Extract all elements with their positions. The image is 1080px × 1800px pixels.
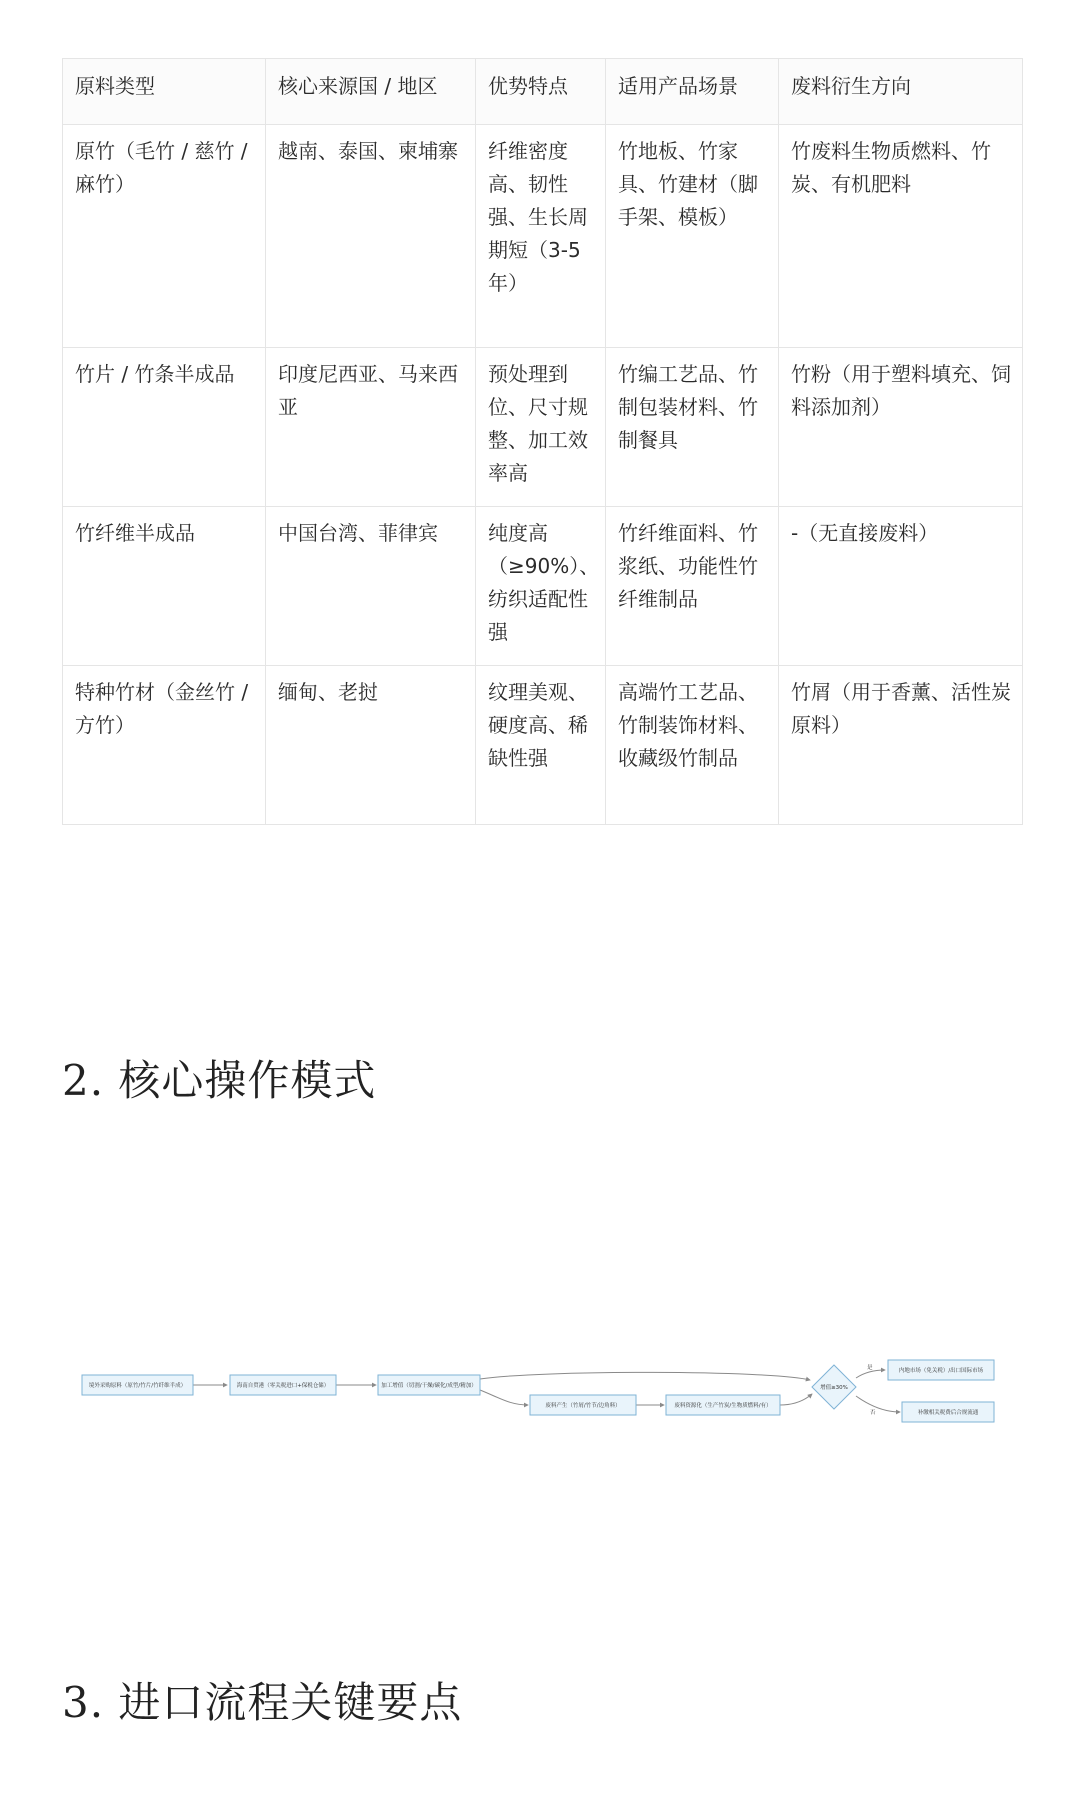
table-cell: 印度尼西亚、马来西亚 <box>266 348 476 507</box>
table-cell: 特种竹材（金丝竹 / 方竹） <box>63 666 266 825</box>
table-cell: 竹纤维面料、竹浆纸、功能性竹纤维制品 <box>606 507 779 666</box>
flow-node-waste-recycling <box>666 1395 780 1415</box>
svg-text:海南自贸港（零关税进口+保税仓储）: 海南自贸港（零关税进口+保税仓储） <box>236 1383 330 1389</box>
table-cell: 原竹（毛竹 / 慈竹 / 麻竹） <box>63 125 266 348</box>
section-heading-core-mode: 2. 核心操作模式 <box>62 1056 377 1105</box>
svg-text:内地市场（免关税）/出口国际市场: 内地市场（免关税）/出口国际市场 <box>898 1368 984 1374</box>
table-cell: 竹粉（用于塑料填充、饲料添加剂） <box>779 348 1023 507</box>
table-cell: 竹纤维半成品 <box>63 507 266 666</box>
table-cell: -（无直接废料） <box>779 507 1023 666</box>
table-cell: 竹编工艺品、竹制包装材料、竹制餐具 <box>606 348 779 507</box>
svg-text:加工增值（切割/干燥/碳化/成型/精加）: 加工增值（切割/干燥/碳化/成型/精加） <box>381 1383 477 1389</box>
flow-node-source <box>82 1375 193 1395</box>
header-material-type: 原料类型 <box>63 59 266 125</box>
svg-text:废料产生（竹屑/竹节/边角料）: 废料产生（竹屑/竹节/边角料） <box>545 1403 621 1409</box>
table-cell: 纤维密度高、韧性强、生长周期短（3-5年） <box>476 125 606 348</box>
header-advantages: 优势特点 <box>476 59 606 125</box>
flowchart <box>70 1330 1010 1450</box>
edge-label-no: 否 <box>870 1410 876 1416</box>
flow-node-processing <box>378 1375 480 1395</box>
header-origin: 核心来源国 / 地区 <box>266 59 476 125</box>
table-row <box>63 125 1023 348</box>
header-scenarios: 适用产品场景 <box>606 59 779 125</box>
table-header-row <box>63 59 1023 125</box>
flow-node-pay-tax <box>902 1402 994 1422</box>
svg-text:境外采购原料（原竹/竹片/竹纤维半成）: 境外采购原料（原竹/竹片/竹纤维半成） <box>88 1383 187 1389</box>
table-row <box>63 507 1023 666</box>
section-heading-import-process: 3. 进口流程关键要点 <box>62 1678 463 1727</box>
flow-edge <box>480 1390 528 1405</box>
flow-edge-no <box>856 1396 900 1412</box>
table-cell: 竹地板、竹家具、竹建材（脚手架、模板） <box>606 125 779 348</box>
table-cell: 预处理到位、尺寸规整、加工效率高 <box>476 348 606 507</box>
flowchart-svg <box>70 1330 1010 1450</box>
raw-material-table <box>62 58 1023 825</box>
header-waste-direction: 废料衍生方向 <box>779 59 1023 125</box>
table-cell: 竹屑（用于香薰、活性炭原料） <box>779 666 1023 825</box>
table-cell: 中国台湾、菲律宾 <box>266 507 476 666</box>
table-cell: 高端竹工艺品、竹制装饰材料、收藏级竹制品 <box>606 666 779 825</box>
flow-node-waste <box>530 1395 636 1415</box>
table-cell: 纹理美观、硬度高、稀缺性强 <box>476 666 606 825</box>
table-cell: 越南、泰国、柬埔寨 <box>266 125 476 348</box>
table-cell: 缅甸、老挝 <box>266 666 476 825</box>
table-row <box>63 348 1023 507</box>
table-cell: 竹废料生物质燃料、竹炭、有机肥料 <box>779 125 1023 348</box>
flow-node-decision <box>812 1365 856 1409</box>
svg-text:增值≥30%: 增值≥30% <box>820 1385 848 1391</box>
raw-material-table-container <box>62 58 1022 825</box>
flow-edge <box>480 1372 810 1380</box>
table-row <box>63 666 1023 825</box>
flow-node-hainan <box>230 1375 336 1395</box>
table-cell: 竹片 / 竹条半成品 <box>63 348 266 507</box>
flow-edge-yes <box>856 1370 885 1378</box>
flow-node-domestic-market <box>888 1360 994 1380</box>
svg-text:补缴相关税费后合规流通: 补缴相关税费后合规流通 <box>917 1410 979 1416</box>
svg-text:废料资源化（生产竹炭/生物质燃料/有）: 废料资源化（生产竹炭/生物质燃料/有） <box>674 1403 772 1409</box>
table-cell: 纯度高（≥90%）、纺织适配性强 <box>476 507 606 666</box>
flow-edge <box>780 1394 812 1405</box>
edge-label-yes: 是 <box>867 1365 873 1371</box>
